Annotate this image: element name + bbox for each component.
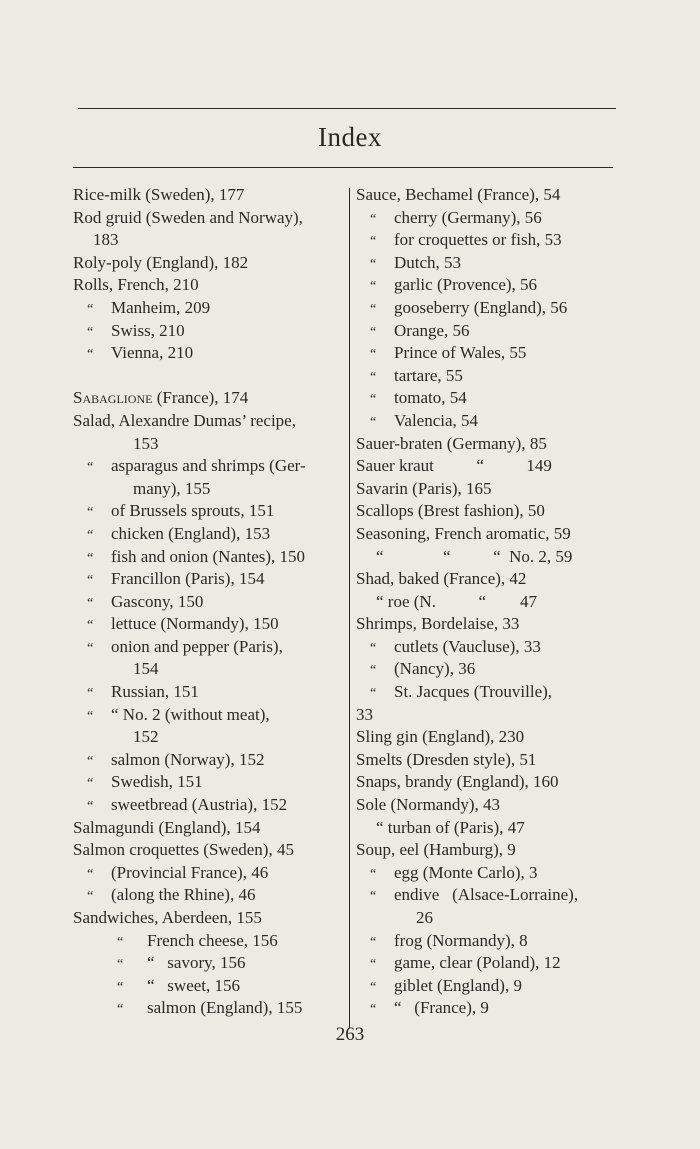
index-entry	[73, 839, 345, 862]
ditto-mark: “	[370, 347, 377, 363]
index-entry	[73, 817, 345, 840]
entry-text: Soup, eel (Hamburg), 9	[356, 840, 516, 860]
entry-text: garlic (Provence), 56	[394, 275, 538, 295]
index-entry	[356, 500, 624, 523]
entry-text: (Provincial France), 46	[111, 862, 269, 882]
entry-text: Salmon croquettes (Sweden), 45	[73, 840, 294, 860]
entry-text: lettuce (Normandy), 150	[111, 614, 279, 634]
entry-text: 154	[133, 659, 159, 679]
entry-text: fish and onion (Nantes), 150	[111, 546, 306, 566]
entry-text: (France), 174	[152, 388, 249, 408]
entry-text: many), 155	[133, 478, 211, 498]
ditto-mark: “	[117, 957, 124, 973]
index-entry	[356, 839, 624, 862]
entry-text: Prince of Wales, 55	[394, 343, 527, 363]
index-entry	[73, 229, 345, 252]
entry-text: 153	[133, 433, 159, 453]
ditto-mark: “	[370, 392, 377, 408]
entry-text: Sling gin (England), 230	[356, 727, 525, 747]
entry-text: St. Jacques (Trouville),	[394, 682, 553, 702]
index-entry	[356, 862, 624, 885]
index-entry	[356, 184, 624, 207]
index-entry	[356, 884, 624, 907]
index-entry	[73, 884, 345, 907]
entry-text: Salmagundi (England), 154	[73, 817, 261, 837]
index-left-column	[73, 184, 345, 1020]
entry-text: 26	[416, 908, 433, 927]
entry-text: “ savory, 156	[147, 953, 246, 973]
index-entry	[73, 478, 345, 501]
entry-text: egg (Monte Carlo), 3	[394, 862, 538, 882]
index-entry	[73, 433, 345, 456]
index-entry	[73, 207, 345, 230]
index-entry	[356, 817, 624, 840]
entry-text: Scallops (Brest fashion), 50	[356, 501, 545, 521]
ditto-mark: “	[87, 866, 94, 882]
entry-text: French cheese, 156	[147, 930, 278, 950]
entry-text: salmon (Norway), 152	[111, 749, 265, 769]
ditto-mark: “	[87, 595, 94, 611]
index-entry	[73, 455, 345, 478]
index-entry	[356, 658, 624, 681]
index-entry	[73, 771, 345, 794]
index-entry	[73, 975, 345, 998]
ditto-mark: “	[370, 256, 377, 272]
ditto-mark: “	[87, 889, 94, 905]
entry-text: (along the Rhine), 46	[111, 885, 256, 905]
index-entry	[73, 500, 345, 523]
ditto-mark: “	[370, 279, 377, 295]
entry-text: Smelts (Dresden style), 51	[356, 749, 537, 769]
entry-text: gooseberry (England), 56	[394, 297, 568, 317]
index-entry	[356, 478, 624, 501]
index-entry	[356, 794, 624, 817]
entry-text: “ sweet, 156	[147, 975, 241, 995]
index-entry	[356, 274, 624, 297]
index-entry	[73, 546, 345, 569]
index-entry	[73, 591, 345, 614]
ditto-mark: “	[370, 640, 377, 656]
index-entry	[73, 410, 345, 433]
ditto-mark: “	[87, 573, 94, 589]
ditto-mark: “	[370, 957, 377, 973]
index-entry	[356, 320, 624, 343]
index-entry	[356, 975, 624, 998]
index-entry	[356, 523, 624, 546]
ditto-mark: “	[370, 1002, 377, 1018]
ditto-mark: “	[370, 934, 377, 950]
entry-text: “ “ “ No. 2, 59	[376, 546, 573, 566]
entry-text: Sandwiches, Aberdeen, 155	[73, 908, 262, 927]
ditto-mark: “	[87, 708, 94, 724]
entry-text: Seasoning, French aromatic, 59	[356, 523, 571, 543]
index-entry	[73, 568, 345, 591]
index-entry	[73, 794, 345, 817]
page-title: Index	[318, 122, 382, 152]
entry-text: (Nancy), 36	[394, 659, 476, 679]
entry-text: “ No. 2 (without meat),	[111, 704, 270, 724]
index-entry	[73, 726, 345, 749]
ditto-mark: “	[87, 527, 94, 543]
index-entry	[73, 681, 345, 704]
entry-text: Salad, Alexandre Dumas’ recipe,	[73, 410, 296, 430]
ditto-mark: “	[87, 505, 94, 521]
index-entry	[73, 387, 345, 410]
ditto-mark: “	[370, 301, 377, 317]
entry-text: asparagus and shrimps (Ger-	[111, 456, 306, 476]
index-entry	[73, 658, 345, 681]
entry-text: cherry (Germany), 56	[394, 207, 542, 227]
ditto-mark: “	[117, 1002, 124, 1018]
index-entry	[73, 907, 345, 930]
ditto-mark: “	[87, 776, 94, 792]
entry-text: salmon (England), 155	[147, 998, 303, 1018]
index-entry	[356, 297, 624, 320]
index-entry	[73, 297, 345, 320]
entry-text: for croquettes or fish, 53	[394, 230, 562, 250]
entry-text: Sauer-braten (Germany), 85	[356, 433, 547, 453]
entry-text: Rolls, French, 210	[73, 275, 199, 295]
index-entry	[356, 568, 624, 591]
index-entry	[356, 907, 624, 930]
index-entry	[73, 523, 345, 546]
entry-heading-smallcaps: Sabaglione	[73, 388, 153, 408]
entry-text: tomato, 54	[394, 388, 467, 408]
entry-text: Shrimps, Bordelaise, 33	[356, 614, 520, 634]
index-entry	[73, 704, 345, 727]
ditto-mark: “	[87, 460, 94, 476]
ditto-mark: “	[370, 663, 377, 679]
ditto-mark: “	[87, 618, 94, 634]
entry-text: Shad, baked (France), 42	[356, 569, 527, 589]
ditto-mark: “	[370, 324, 377, 340]
index-entry	[356, 229, 624, 252]
entry-text: Roly-poly (England), 182	[73, 252, 249, 272]
entry-text: frog (Normandy), 8	[394, 930, 528, 950]
entry-text: giblet (England), 9	[394, 975, 522, 995]
index-entry	[356, 342, 624, 365]
index-entry	[73, 930, 345, 953]
entry-text: Francillon (Paris), 154	[111, 569, 265, 589]
index-entry	[356, 636, 624, 659]
index-entry	[356, 704, 624, 727]
ditto-mark: “	[117, 934, 124, 950]
ditto-mark: “	[87, 640, 94, 656]
index-entry	[356, 749, 624, 772]
entry-text: “ turban of (Paris), 47	[376, 817, 525, 837]
page-number: 263	[335, 1024, 365, 1045]
index-entry	[356, 591, 624, 614]
index-entry	[356, 252, 624, 275]
entry-text: Orange, 56	[394, 320, 470, 340]
index-entry	[73, 252, 345, 275]
entry-text: Russian, 151	[111, 682, 199, 702]
index-entry	[356, 771, 624, 794]
title-underline-rule	[73, 167, 613, 168]
entry-text: sweetbread (Austria), 152	[111, 795, 288, 815]
index-entry	[73, 613, 345, 636]
ditto-mark: “	[370, 369, 377, 385]
top-rule	[78, 108, 616, 109]
ditto-mark: “	[87, 799, 94, 815]
index-entry	[73, 862, 345, 885]
entry-text: Rice-milk (Sweden), 177	[73, 185, 245, 204]
entry-text: Valencia, 54	[394, 410, 479, 430]
index-entry	[73, 636, 345, 659]
ditto-mark: “	[87, 686, 94, 702]
ditto-mark: “	[87, 324, 94, 340]
index-spacer	[73, 365, 345, 388]
column-divider	[349, 188, 350, 1028]
index-entry	[73, 274, 345, 297]
ditto-mark: “	[370, 889, 377, 905]
entry-text: Gascony, 150	[111, 591, 204, 611]
index-entry	[356, 433, 624, 456]
entry-text: Swedish, 151	[111, 772, 203, 792]
index-entry	[73, 749, 345, 772]
ditto-mark: “	[117, 979, 124, 995]
entry-text: 152	[133, 727, 159, 747]
entry-text: onion and pepper (Paris),	[111, 636, 283, 656]
index-entry	[73, 952, 345, 975]
entry-text: Manheim, 209	[111, 297, 211, 317]
entry-text: chicken (England), 153	[111, 523, 271, 543]
entry-text: game, clear (Poland), 12	[394, 953, 561, 973]
entry-text: Vienna, 210	[111, 343, 194, 363]
index-entry	[356, 387, 624, 410]
index-entry	[73, 997, 345, 1020]
entry-text: Sauce, Bechamel (France), 54	[356, 185, 561, 204]
ditto-mark: “	[87, 301, 94, 317]
entry-text: “ roe (N. “ 47	[376, 591, 537, 611]
entry-text: Rod gruid (Sweden and Norway),	[73, 207, 303, 227]
entry-text: 183	[93, 230, 119, 250]
entry-text: endive (Alsace-Lorraine),	[394, 885, 579, 905]
ditto-mark: “	[370, 979, 377, 995]
entry-text: Sole (Normandy), 43	[356, 795, 501, 815]
index-entry	[356, 546, 624, 569]
entry-text: Dutch, 53	[394, 252, 462, 272]
index-entry	[356, 930, 624, 953]
entry-text: 33	[356, 704, 373, 724]
ditto-mark: “	[370, 686, 377, 702]
entry-text: Sauer kraut “ 149	[356, 456, 552, 476]
ditto-mark: “	[87, 347, 94, 363]
index-entry	[73, 342, 345, 365]
index-entry	[356, 997, 624, 1020]
index-entry	[356, 952, 624, 975]
entry-text: of Brussels sprouts, 151	[111, 501, 275, 521]
index-entry	[356, 365, 624, 388]
entry-text: Swiss, 210	[111, 320, 185, 340]
ditto-mark: “	[370, 414, 377, 430]
entry-text: Snaps, brandy (England), 160	[356, 772, 559, 792]
index-entry	[356, 681, 624, 704]
entry-text: Savarin (Paris), 165	[356, 478, 492, 498]
ditto-mark: “	[370, 866, 377, 882]
index-entry	[73, 184, 345, 207]
index-entry	[73, 320, 345, 343]
entry-text: cutlets (Vaucluse), 33	[394, 636, 541, 656]
entry-text: “ (France), 9	[394, 998, 489, 1018]
index-entry	[356, 455, 624, 478]
ditto-mark: “	[87, 753, 94, 769]
index-entry	[356, 726, 624, 749]
index-right-column	[356, 184, 624, 1020]
index-entry	[356, 410, 624, 433]
ditto-mark: “	[87, 550, 94, 566]
ditto-mark: “	[370, 211, 377, 227]
entry-text: tartare, 55	[394, 365, 463, 385]
ditto-mark: “	[370, 234, 377, 250]
index-entry	[356, 613, 624, 636]
index-entry	[356, 207, 624, 230]
